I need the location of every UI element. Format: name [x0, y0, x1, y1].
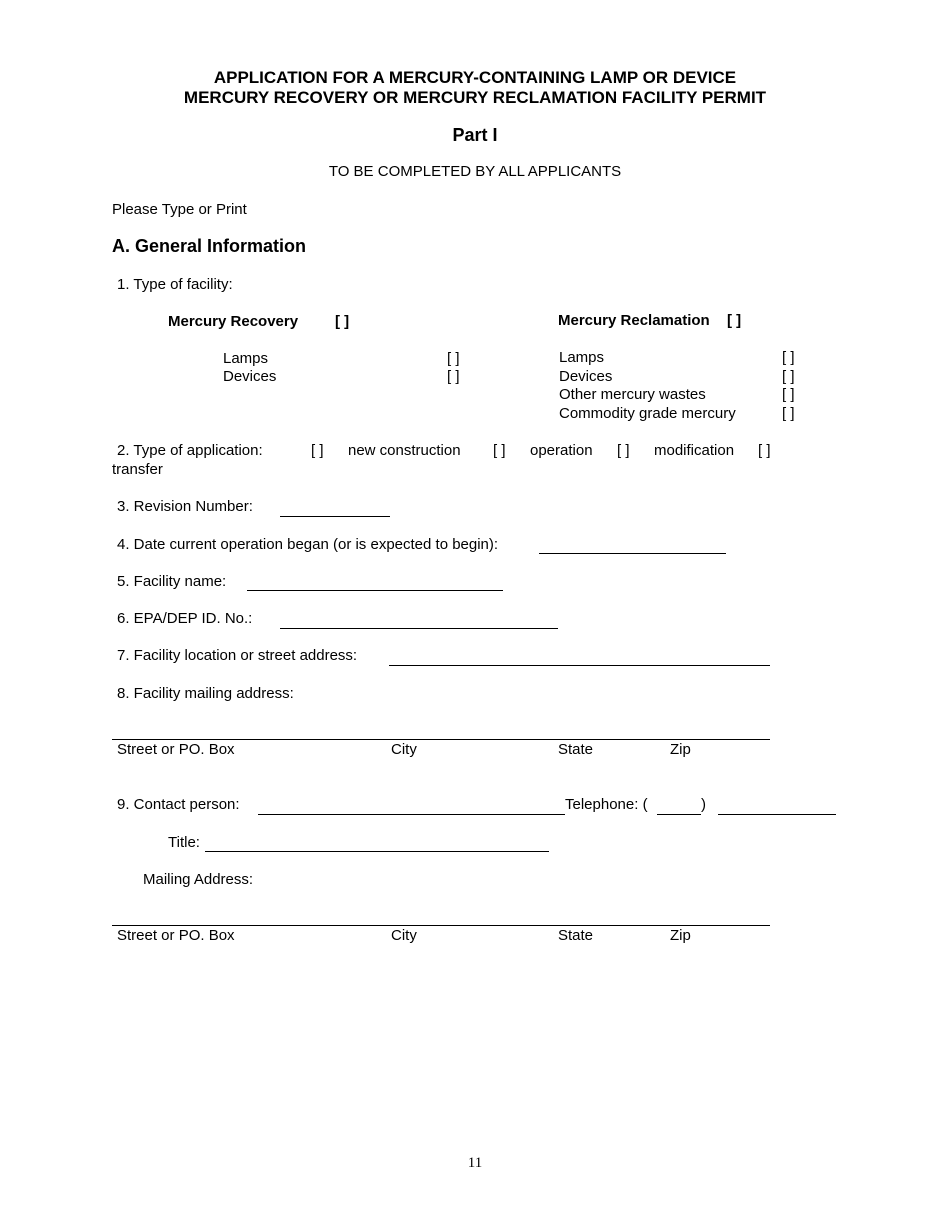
telephone-area-code-field[interactable] [657, 814, 701, 815]
instruction-text: TO BE COMPLETED BY ALL APPLICANTS [328, 163, 622, 180]
q5-label: 5. Facility name: [117, 573, 227, 590]
modification-label: modification [654, 442, 735, 459]
recovery-devices-label: Devices [223, 368, 277, 385]
reclamation-devices-checkbox[interactable]: [ ] [782, 368, 795, 385]
title-label: Title: [168, 834, 200, 851]
q9-street-caption: Street or PO. Box [117, 927, 235, 944]
telephone-number-field[interactable] [718, 814, 836, 815]
contact-mailing-address-field[interactable] [112, 925, 770, 926]
transfer-checkbox[interactable]: [ ] [758, 442, 771, 459]
reclamation-other-checkbox[interactable]: [ ] [782, 386, 795, 403]
part-heading: Part I [452, 125, 498, 145]
section-a-heading: A. General Information [112, 236, 307, 256]
telephone-label: Telephone: ( [565, 796, 648, 813]
q9-state-caption: State [558, 927, 594, 944]
facility-mailing-address-field[interactable] [112, 739, 770, 740]
q8-state-caption: State [558, 741, 594, 758]
q9-city-caption: City [391, 927, 417, 944]
mailing-address-label: Mailing Address: [143, 871, 254, 888]
recovery-devices-checkbox[interactable]: [ ] [447, 368, 460, 385]
modification-checkbox[interactable]: [ ] [617, 442, 630, 459]
facility-location-field[interactable] [389, 665, 770, 666]
page-number: 11 [467, 1155, 483, 1171]
q2-label: 2. Type of application: [117, 442, 263, 459]
reclamation-other-label: Other mercury wastes [559, 386, 706, 403]
reclamation-heading: Mercury Reclamation [558, 312, 710, 329]
revision-number-field[interactable] [280, 516, 390, 517]
epa-dep-id-field[interactable] [280, 628, 558, 629]
date-began-field[interactable] [539, 553, 726, 554]
reclamation-commodity-label: Commodity grade mercury [559, 405, 736, 422]
operation-checkbox[interactable]: [ ] [493, 442, 506, 459]
recovery-lamps-label: Lamps [223, 350, 269, 367]
form-title-line-2: MERCURY RECOVERY OR MERCURY RECLAMATION FACILITY PERMIT [183, 88, 767, 107]
q1-label: 1. Type of facility: [117, 276, 233, 293]
new-construction-label: new construction [348, 442, 461, 459]
operation-label: operation [530, 442, 593, 459]
q7-label: 7. Facility location or street address: [117, 647, 358, 664]
facility-name-field[interactable] [247, 590, 503, 591]
please-type-note: Please Type or Print [112, 201, 247, 218]
q6-label: 6. EPA/DEP ID. No.: [117, 610, 253, 627]
recovery-checkbox[interactable]: [ ] [335, 313, 350, 330]
reclamation-checkbox[interactable]: [ ] [727, 312, 742, 329]
contact-person-field[interactable] [258, 814, 565, 815]
telephone-paren-close: ) [701, 796, 706, 813]
transfer-label: transfer [112, 461, 163, 478]
recovery-heading: Mercury Recovery [168, 313, 299, 330]
q8-city-caption: City [391, 741, 417, 758]
reclamation-devices-label: Devices [559, 368, 613, 385]
reclamation-commodity-checkbox[interactable]: [ ] [782, 405, 795, 422]
reclamation-lamps-checkbox[interactable]: [ ] [782, 349, 795, 366]
q8-street-caption: Street or PO. Box [117, 741, 235, 758]
q9-label: 9. Contact person: [117, 796, 240, 813]
new-construction-checkbox[interactable]: [ ] [311, 442, 324, 459]
reclamation-lamps-label: Lamps [559, 349, 605, 366]
q4-label: 4. Date current operation began (or is expected to begin): [117, 536, 499, 553]
q8-zip-caption: Zip [670, 741, 691, 758]
q9-zip-caption: Zip [670, 927, 691, 944]
contact-title-field[interactable] [205, 851, 549, 852]
form-title-line-1: APPLICATION FOR A MERCURY-CONTAINING LAMP OR DEVICE [213, 68, 737, 87]
q8-label: 8. Facility mailing address: [117, 685, 294, 702]
q3-label: 3. Revision Number: [117, 498, 253, 515]
recovery-lamps-checkbox[interactable]: [ ] [447, 350, 460, 367]
